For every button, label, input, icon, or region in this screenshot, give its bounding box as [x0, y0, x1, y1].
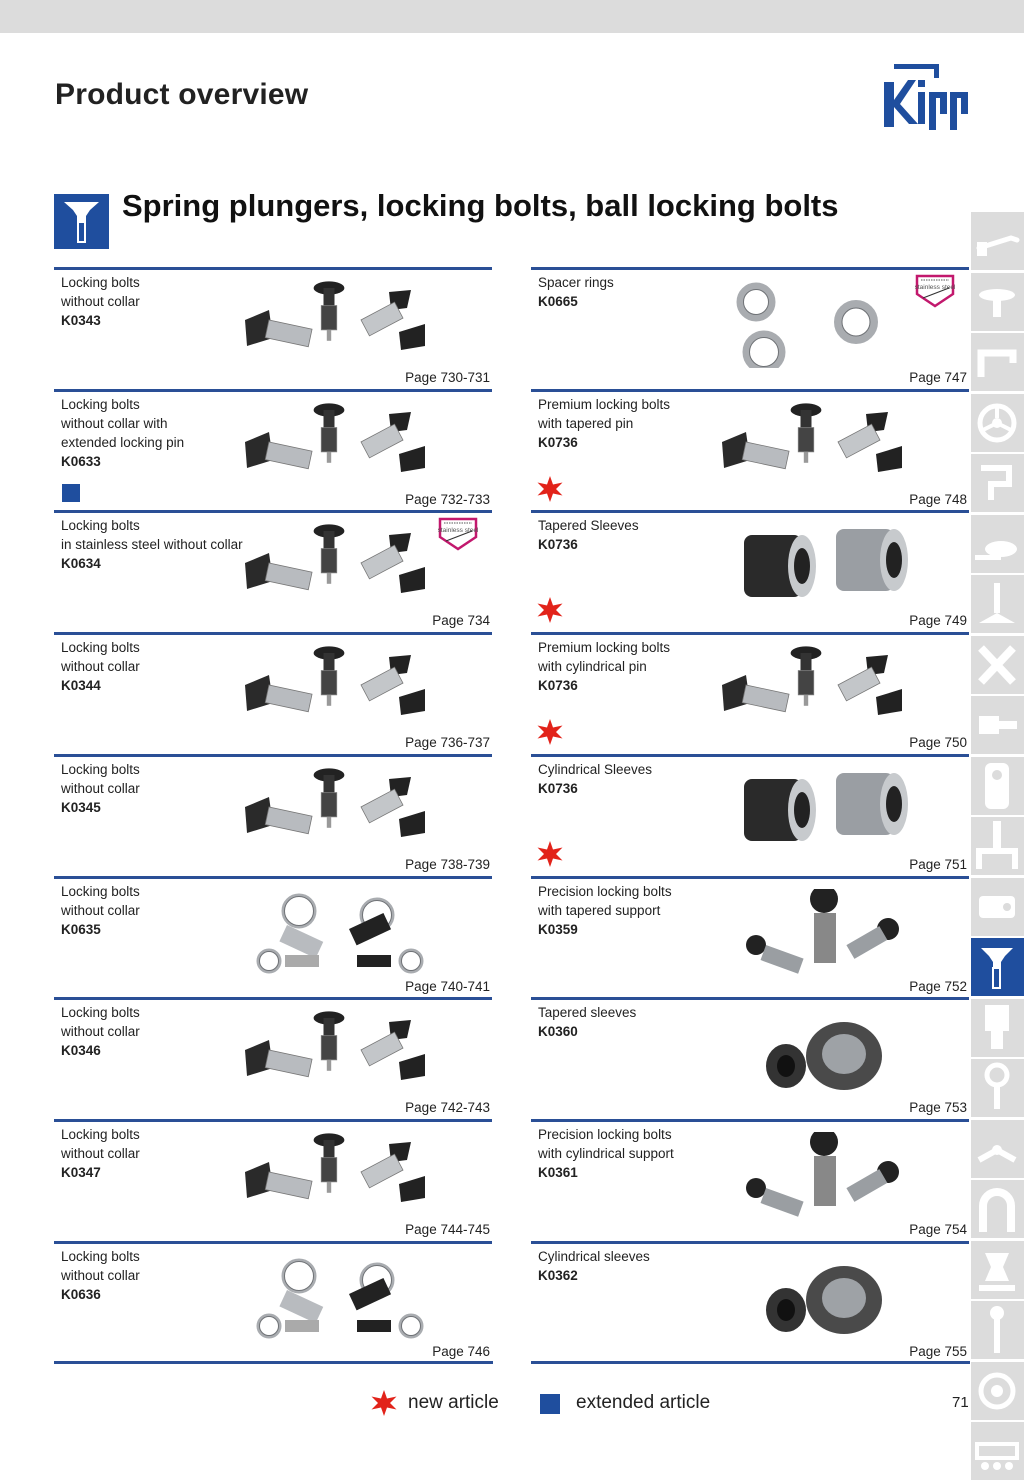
page-reference[interactable]: Page 749	[909, 613, 967, 629]
chapter-tab[interactable]	[971, 938, 1024, 996]
legend-new-article: new article	[408, 1392, 499, 1413]
product-code[interactable]: K0736	[538, 537, 578, 553]
page-reference[interactable]: Page 752	[909, 978, 967, 994]
product-cell[interactable]	[54, 754, 492, 875]
clamping-lever-icon	[971, 212, 1024, 270]
bottom-rule-left	[54, 1361, 493, 1364]
product-cell[interactable]	[531, 997, 969, 1118]
new-article-star-icon	[537, 476, 563, 502]
product-code[interactable]: K0634	[61, 556, 101, 572]
product-name-line: Premium locking bolts	[538, 640, 671, 656]
product-name-line: with tapered pin	[538, 415, 634, 431]
product-name-line: without collar	[61, 1024, 140, 1040]
bottom-rule-right	[531, 1361, 970, 1364]
page-title: Product overview	[55, 78, 309, 111]
vibration-mount-icon	[971, 1241, 1024, 1299]
page-reference[interactable]: Page 738-739	[405, 856, 490, 872]
product-image	[239, 645, 439, 733]
product-name-line: Spacer rings	[538, 275, 614, 290]
page-reference[interactable]: Page 732-733	[405, 491, 490, 507]
page-reference[interactable]: Page 751	[909, 856, 967, 872]
extended-article-square-icon	[62, 484, 80, 502]
product-image	[239, 402, 439, 490]
product-image	[716, 402, 916, 490]
page-reference[interactable]: Page 734	[432, 613, 490, 629]
chapter-tab[interactable]	[971, 1059, 1024, 1117]
product-cell[interactable]	[54, 389, 492, 510]
product-name-line: Tapered sleeves	[538, 1005, 637, 1021]
product-name-line: Locking bolts	[61, 1248, 140, 1264]
chapter-tab[interactable]	[971, 636, 1024, 694]
page-reference[interactable]: Page 746	[432, 1343, 490, 1359]
product-name-line: Locking bolts	[61, 640, 140, 656]
product-cell[interactable]	[54, 876, 492, 997]
eye-bolt-icon	[971, 1059, 1024, 1117]
product-name-line: with cylindrical support	[538, 1145, 674, 1161]
product-name-line: Locking bolts	[61, 275, 140, 290]
product-name-line: extended locking pin	[61, 434, 185, 450]
conveyor-icon	[971, 1422, 1024, 1480]
page-reference[interactable]: Page 744-745	[405, 1221, 490, 1237]
product-image	[716, 645, 916, 733]
product-name-line: without collar with	[61, 415, 168, 431]
page-reference[interactable]: Page 730-731	[405, 370, 490, 385]
locking-bolt-icon	[971, 938, 1024, 996]
product-image	[239, 889, 439, 977]
page-reference[interactable]: Page 747	[909, 370, 967, 385]
control-element-icon	[971, 757, 1024, 815]
chapter-tab[interactable]	[971, 575, 1024, 633]
new-article-star-icon	[537, 719, 563, 745]
product-name-line: in stainless steel without collar	[61, 537, 243, 553]
thread-insert-icon	[971, 999, 1024, 1057]
chapter-tab[interactable]	[971, 696, 1024, 754]
product-name-line: Locking bolts	[61, 1126, 140, 1142]
product-code[interactable]: K0736	[538, 678, 578, 694]
chapter-tab[interactable]	[971, 454, 1024, 512]
product-code[interactable]: K0361	[538, 1164, 578, 1180]
product-name-line: Locking bolts	[61, 1005, 140, 1021]
product-image	[239, 523, 439, 611]
chapter-tab[interactable]	[971, 273, 1024, 331]
product-cell[interactable]	[531, 1241, 969, 1362]
stainless-steel-label: stainless steel	[915, 284, 955, 291]
product-image	[239, 767, 439, 855]
new-article-star-icon	[537, 597, 563, 623]
top-bar	[0, 0, 1024, 33]
target-icon	[971, 1362, 1024, 1420]
product-name-line: without collar	[61, 902, 140, 918]
product-name-line: Premium locking bolts	[538, 396, 671, 412]
page-reference[interactable]: Page 750	[909, 735, 967, 751]
new-article-star-icon	[371, 1390, 397, 1416]
product-image	[716, 889, 916, 977]
stainless-steel-label: stainless steel	[438, 527, 478, 535]
kipp-logo	[880, 62, 974, 130]
indexing-plunger-icon	[971, 515, 1024, 573]
levelling-foot-icon	[971, 575, 1024, 633]
product-image	[716, 767, 916, 855]
page-reference[interactable]: Page 753	[909, 1100, 967, 1116]
product-name-line: without collar	[61, 294, 140, 309]
product-image	[239, 1132, 439, 1220]
product-code[interactable]: K0360	[538, 1024, 578, 1040]
locking-bolt-icon	[54, 194, 109, 249]
knob-icon	[971, 273, 1024, 331]
product-image	[239, 1254, 439, 1342]
chapter-tab[interactable]	[971, 817, 1024, 875]
page-reference[interactable]: Page 742-743	[405, 1100, 490, 1116]
product-name-line: Locking bolts	[61, 883, 140, 899]
product-name-line: Precision locking bolts	[538, 1126, 672, 1142]
pin-icon	[971, 1301, 1024, 1359]
page-reference[interactable]: Page 748	[909, 491, 967, 507]
hinge-icon	[971, 1120, 1024, 1178]
product-name-line: with tapered support	[538, 902, 661, 918]
chapter-tab[interactable]	[971, 333, 1024, 391]
product-name-line: without collar	[61, 780, 140, 796]
product-name-line: Cylindrical Sleeves	[538, 761, 653, 777]
page-reference[interactable]: Page 755	[909, 1343, 967, 1359]
chapter-tab[interactable]	[971, 1120, 1024, 1178]
clamp-icon	[971, 817, 1024, 875]
product-image	[716, 1254, 916, 1342]
product-code[interactable]: K0346	[61, 1043, 101, 1059]
chapter-tab[interactable]	[971, 999, 1024, 1057]
product-image	[716, 1010, 916, 1098]
product-image	[239, 1010, 439, 1098]
chapter-tab[interactable]	[971, 1422, 1024, 1480]
chapter-tab[interactable]	[971, 1301, 1024, 1359]
chapter-tab[interactable]	[971, 212, 1024, 270]
product-image	[716, 1132, 916, 1220]
product-name-line: without collar	[61, 1267, 140, 1283]
chapter-tab[interactable]	[971, 757, 1024, 815]
product-cell[interactable]	[531, 510, 969, 631]
product-code[interactable]: K0347	[61, 1164, 101, 1180]
product-cell[interactable]	[54, 1119, 492, 1240]
product-cell[interactable]	[531, 632, 969, 753]
chapter-tab[interactable]	[971, 394, 1024, 452]
product-name-line: Cylindrical sleeves	[538, 1248, 650, 1264]
product-cell[interactable]	[54, 510, 492, 631]
product-cell[interactable]	[531, 267, 969, 388]
product-cell[interactable]	[54, 267, 492, 388]
product-name-line: Precision locking bolts	[538, 883, 672, 899]
chapter-tab[interactable]	[971, 1362, 1024, 1420]
product-name-line: Locking bolts	[61, 518, 140, 534]
chapter-tab[interactable]	[971, 1241, 1024, 1299]
page-reference[interactable]: Page 754	[909, 1221, 967, 1237]
connector-icon	[971, 696, 1024, 754]
product-cell[interactable]	[531, 876, 969, 997]
chapter-tab[interactable]	[971, 515, 1024, 573]
product-image	[239, 280, 439, 368]
product-name-line: Locking bolts	[61, 761, 140, 777]
product-name-line: Tapered Sleeves	[538, 518, 639, 534]
product-code[interactable]: K0344	[61, 678, 101, 694]
product-code[interactable]: K0345	[61, 799, 101, 815]
product-code[interactable]: K0633	[61, 453, 101, 469]
magnet-icon	[971, 1180, 1024, 1238]
product-name-line: with cylindrical pin	[538, 659, 647, 675]
chapter-tab[interactable]	[971, 1180, 1024, 1238]
new-article-star-icon	[537, 841, 563, 867]
handwheel-icon	[971, 394, 1024, 452]
legend-extended-article: extended article	[576, 1392, 711, 1413]
product-image	[716, 523, 916, 611]
product-image	[716, 280, 916, 368]
product-cell[interactable]	[531, 754, 969, 875]
product-name-line: without collar	[61, 659, 140, 675]
chapter-tab[interactable]	[971, 878, 1024, 936]
product-name-line: Locking bolts	[61, 396, 140, 412]
section-title: Spring plungers, locking bolts, ball locking bolts	[122, 188, 839, 223]
stainless-steel-badge	[915, 274, 955, 308]
stainless-steel-badge	[438, 517, 478, 551]
product-code[interactable]: K0636	[61, 1286, 101, 1302]
page-number: 71	[952, 1394, 969, 1411]
product-code[interactable]: K0736	[538, 780, 578, 796]
product-code[interactable]: K0359	[538, 921, 578, 937]
product-cell[interactable]	[54, 1241, 492, 1362]
product-code[interactable]: K0665	[538, 294, 578, 309]
product-name-line: without collar	[61, 1145, 140, 1161]
product-cell[interactable]	[54, 997, 492, 1118]
cross-icon	[971, 636, 1024, 694]
product-cell[interactable]	[54, 632, 492, 753]
page-reference[interactable]: Page 740-741	[405, 978, 490, 994]
extended-article-square-icon	[540, 1394, 560, 1414]
product-code[interactable]: K0362	[538, 1267, 578, 1283]
handle-icon	[971, 333, 1024, 391]
product-code[interactable]: K0343	[61, 313, 101, 328]
crank-icon	[971, 454, 1024, 512]
product-code[interactable]: K0736	[538, 434, 578, 450]
product-cell[interactable]	[531, 389, 969, 510]
product-cell[interactable]	[531, 1119, 969, 1240]
product-code[interactable]: K0635	[61, 921, 101, 937]
page-reference[interactable]: Page 736-737	[405, 735, 490, 751]
key-icon	[971, 878, 1024, 936]
